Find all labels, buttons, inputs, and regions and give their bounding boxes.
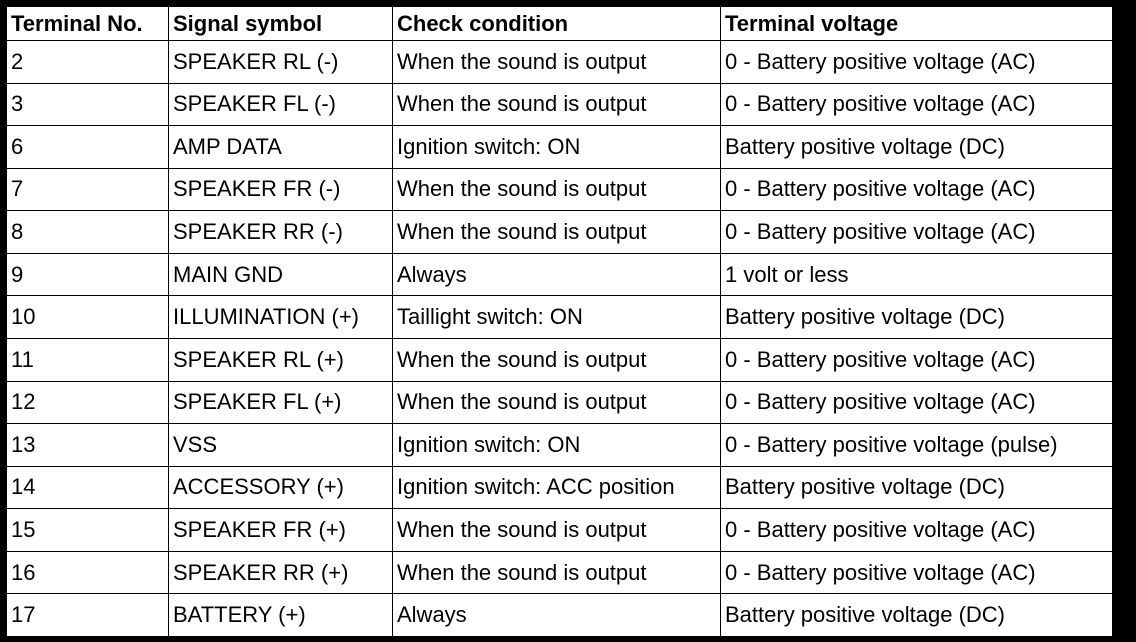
cell-signal-symbol: ILLUMINATION (+)	[169, 296, 393, 339]
table-row	[7, 296, 1113, 339]
table-header	[7, 7, 1113, 41]
table-row	[7, 253, 1113, 296]
cell-terminal-voltage: 0 - Battery positive voltage (AC)	[721, 509, 1113, 552]
cell-check-condition: When the sound is output	[393, 551, 721, 594]
cell-terminal-no: 11	[7, 338, 169, 381]
cell-check-condition: Taillight switch: ON	[393, 296, 721, 339]
cell-signal-symbol: SPEAKER RR (+)	[169, 551, 393, 594]
cell-check-condition: Ignition switch: ON	[393, 424, 721, 467]
table-row	[7, 168, 1113, 211]
cell-terminal-voltage: 1 volt or less	[721, 253, 1113, 296]
table-row	[7, 211, 1113, 254]
cell-terminal-voltage: Battery positive voltage (DC)	[721, 466, 1113, 509]
cell-signal-symbol: SPEAKER FL (-)	[169, 83, 393, 126]
cell-signal-symbol: BATTERY (+)	[169, 594, 393, 637]
cell-terminal-no: 2	[7, 41, 169, 84]
cell-check-condition: When the sound is output	[393, 381, 721, 424]
cell-terminal-no: 6	[7, 126, 169, 169]
header-signal-symbol: Signal symbol	[169, 7, 393, 41]
cell-terminal-voltage: Battery positive voltage (DC)	[721, 296, 1113, 339]
cell-terminal-voltage: 0 - Battery positive voltage (AC)	[721, 41, 1113, 84]
table-row	[7, 338, 1113, 381]
cell-terminal-voltage: Battery positive voltage (DC)	[721, 126, 1113, 169]
cell-check-condition: Always	[393, 253, 721, 296]
cell-check-condition: When the sound is output	[393, 83, 721, 126]
table-row	[7, 509, 1113, 552]
cell-check-condition: When the sound is output	[393, 168, 721, 211]
cell-check-condition: When the sound is output	[393, 338, 721, 381]
table-row	[7, 381, 1113, 424]
cell-check-condition: When the sound is output	[393, 211, 721, 254]
cell-terminal-no: 16	[7, 551, 169, 594]
cell-terminal-voltage: 0 - Battery positive voltage (AC)	[721, 381, 1113, 424]
cell-signal-symbol: SPEAKER FR (-)	[169, 168, 393, 211]
cell-terminal-voltage: Battery positive voltage (DC)	[721, 594, 1113, 637]
cell-signal-symbol: SPEAKER RR (-)	[169, 211, 393, 254]
cell-check-condition: When the sound is output	[393, 509, 721, 552]
cell-terminal-no: 17	[7, 594, 169, 637]
cell-terminal-no: 3	[7, 83, 169, 126]
cell-signal-symbol: MAIN GND	[169, 253, 393, 296]
cell-signal-symbol: SPEAKER FR (+)	[169, 509, 393, 552]
table-row	[7, 594, 1113, 637]
terminal-voltage-table	[6, 6, 1113, 637]
cell-signal-symbol: SPEAKER FL (+)	[169, 381, 393, 424]
header-check-condition: Check condition	[393, 7, 721, 41]
cell-check-condition: Always	[393, 594, 721, 637]
table-row	[7, 424, 1113, 467]
cell-terminal-voltage: 0 - Battery positive voltage (AC)	[721, 168, 1113, 211]
cell-terminal-no: 14	[7, 466, 169, 509]
cell-terminal-voltage: 0 - Battery positive voltage (AC)	[721, 338, 1113, 381]
cell-check-condition: Ignition switch: ON	[393, 126, 721, 169]
cell-terminal-no: 13	[7, 424, 169, 467]
cell-signal-symbol: VSS	[169, 424, 393, 467]
table-row	[7, 41, 1113, 84]
cell-signal-symbol: ACCESSORY (+)	[169, 466, 393, 509]
cell-terminal-no: 15	[7, 509, 169, 552]
cell-terminal-voltage: 0 - Battery positive voltage (AC)	[721, 83, 1113, 126]
header-row	[7, 7, 1113, 41]
cell-terminal-voltage: 0 - Battery positive voltage (pulse)	[721, 424, 1113, 467]
cell-terminal-no: 12	[7, 381, 169, 424]
table-row	[7, 466, 1113, 509]
cell-signal-symbol: AMP DATA	[169, 126, 393, 169]
cell-signal-symbol: SPEAKER RL (-)	[169, 41, 393, 84]
cell-terminal-voltage: 0 - Battery positive voltage (AC)	[721, 551, 1113, 594]
cell-terminal-no: 8	[7, 211, 169, 254]
table-row	[7, 126, 1113, 169]
table-body	[7, 41, 1113, 637]
cell-signal-symbol: SPEAKER RL (+)	[169, 338, 393, 381]
cell-check-condition: Ignition switch: ACC position	[393, 466, 721, 509]
cell-terminal-no: 7	[7, 168, 169, 211]
header-terminal-voltage: Terminal voltage	[721, 7, 1113, 41]
table-row	[7, 551, 1113, 594]
cell-terminal-no: 9	[7, 253, 169, 296]
cell-terminal-no: 10	[7, 296, 169, 339]
table-row	[7, 83, 1113, 126]
cell-check-condition: When the sound is output	[393, 41, 721, 84]
cell-terminal-voltage: 0 - Battery positive voltage (AC)	[721, 211, 1113, 254]
header-terminal-no: Terminal No.	[7, 7, 169, 41]
